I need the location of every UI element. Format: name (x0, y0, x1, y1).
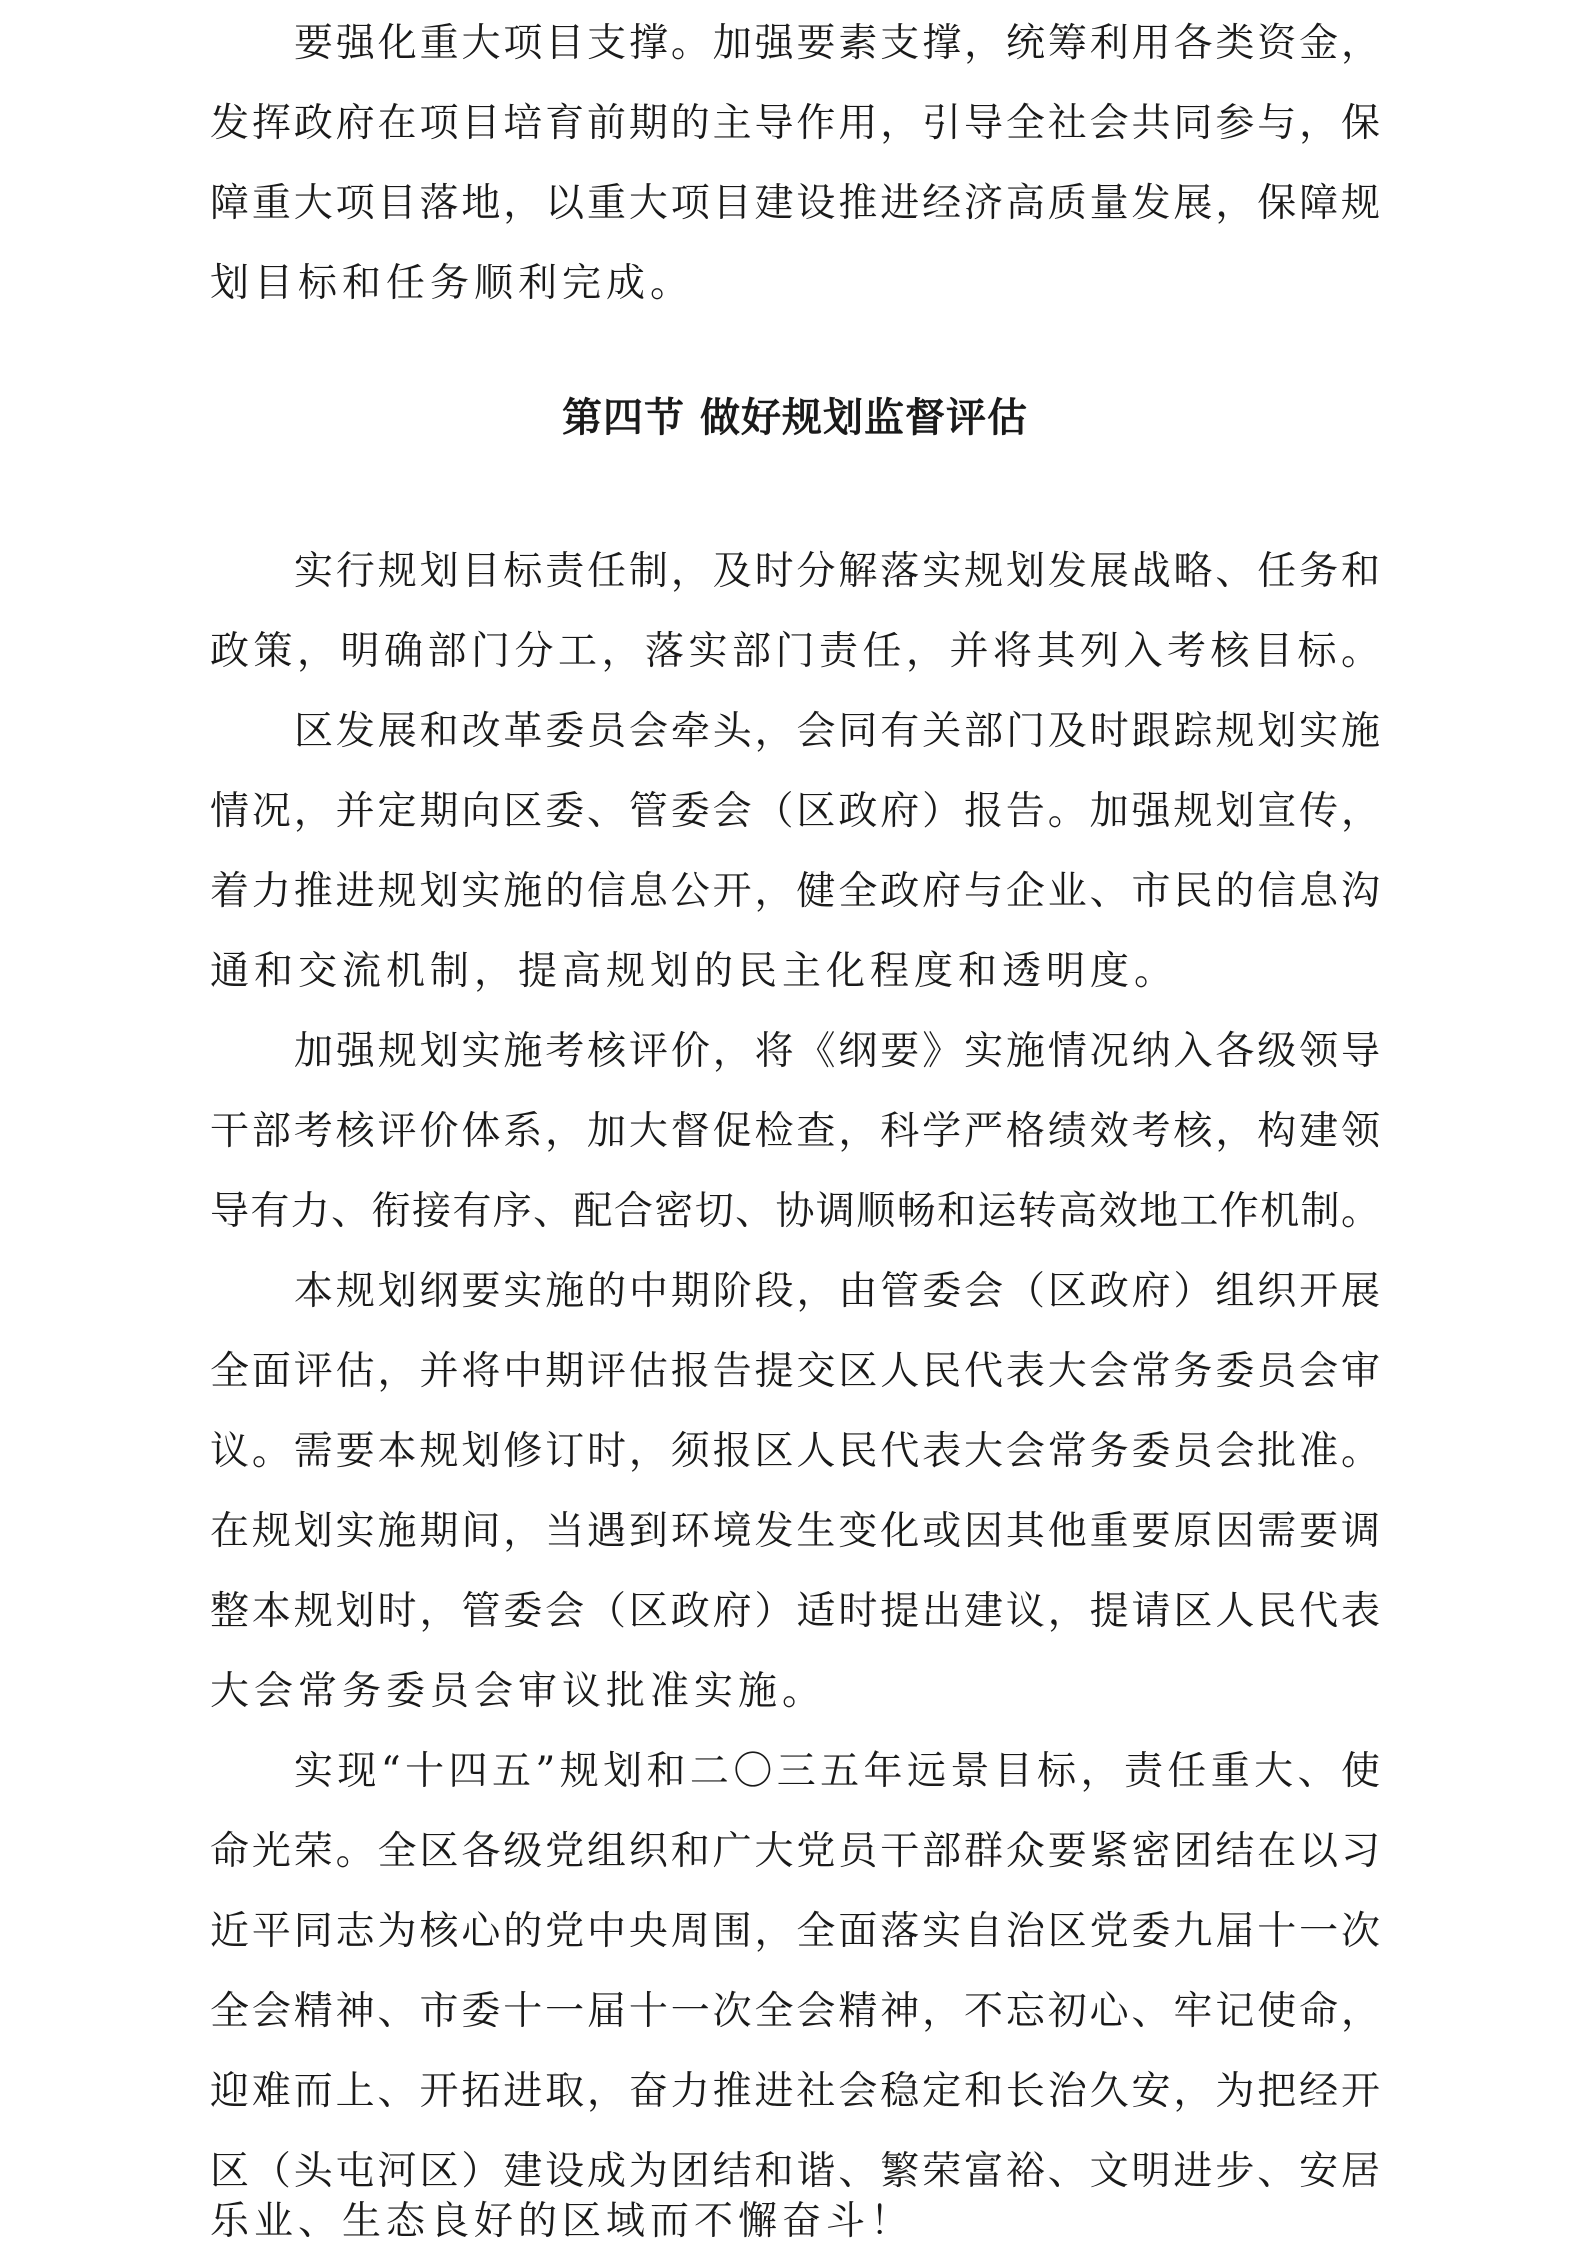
text-line: 干部考核评价体系，加大督促检查，科学严格绩效考核，构建领 (210, 1109, 1380, 1154)
text-line: 通和交流机制，提高规划的民主化程度和透明度。 (210, 949, 1179, 994)
text-line: 命光荣。全区各级党组织和广大党员干部群众要紧密团结在以习 (210, 1829, 1380, 1874)
text-line: 要强化重大项目支撑。加强要素支撑，统筹利用各类资金， (294, 21, 1380, 66)
text-line: 近平同志为核心的党中央周围，全面落实自治区党委九届十一次 (210, 1909, 1380, 1954)
text-line: 导有力、衔接有序、配合密切、协调顺畅和运转高效地工作机制。 (210, 1189, 1380, 1234)
text-line: 发挥政府在项目培育前期的主导作用，引导全社会共同参与，保 (210, 101, 1380, 146)
text-line: 整本规划时，管委会（区政府）适时提出建议，提请区人民代表 (210, 1589, 1380, 1634)
text-line: 议。需要本规划修订时，须报区人民代表大会常务委员会批准。 (210, 1429, 1380, 1474)
text-line: 迎难而上、开拓进取，奋力推进社会稳定和长治久安，为把经开 (210, 2069, 1380, 2114)
text-line: 着力推进规划实施的信息公开，健全政府与企业、市民的信息沟 (210, 869, 1380, 914)
text-line: 本规划纲要实施的中期阶段，由管委会（区政府）组织开展 (294, 1269, 1380, 1314)
text-line: 情况，并定期向区委、管委会（区政府）报告。加强规划宣传， (210, 789, 1380, 834)
text-line: 实现“十四五”规划和二〇三五年远景目标，责任重大、使 (294, 1749, 1380, 1794)
text-line: 障重大项目落地，以重大项目建设推进经济高质量发展，保障规 (210, 181, 1380, 226)
text-line: 区发展和改革委员会牵头，会同有关部门及时跟踪规划实施 (294, 709, 1380, 754)
text-line: 政策，明确部门分工，落实部门责任，并将其列入考核目标。 (210, 629, 1380, 674)
text-line: 全面评估，并将中期评估报告提交区人民代表大会常务委员会审 (210, 1349, 1380, 1394)
section-heading: 第四节 做好规划监督评估 (562, 395, 1028, 441)
text-line: 区（头屯河区）建设成为团结和谐、繁荣富裕、文明进步、安居 (210, 2149, 1380, 2194)
text-line: 乐业、生态良好的区域而不懈奋斗！ (210, 2199, 915, 2244)
text-line: 划目标和任务顺利完成。 (210, 261, 695, 306)
text-line: 加强规划实施考核评价，将《纲要》实施情况纳入各级领导 (294, 1029, 1380, 1074)
text-line: 全会精神、市委十一届十一次全会精神，不忘初心、牢记使命， (210, 1989, 1380, 2034)
text-line: 在规划实施期间，当遇到环境发生变化或因其他重要原因需要调 (210, 1509, 1380, 1554)
text-line: 实行规划目标责任制，及时分解落实规划发展战略、任务和 (294, 549, 1380, 594)
text-line: 大会常务委员会审议批准实施。 (210, 1669, 827, 1714)
document-page (210, 0, 1380, 2245)
